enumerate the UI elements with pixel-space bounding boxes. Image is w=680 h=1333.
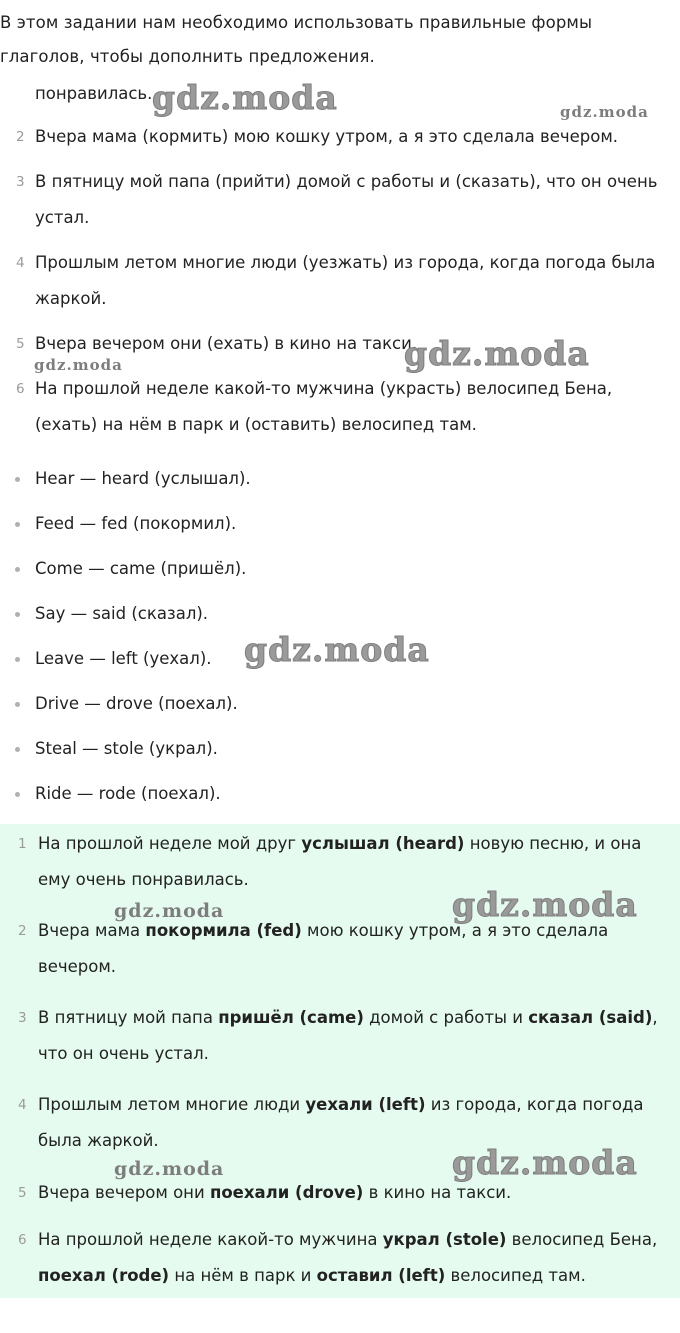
bullet-icon [15,477,20,482]
question-number: 5 [16,336,25,352]
list-item [0,596,680,632]
bullet-icon [15,747,20,752]
answer-number: 5 [18,1185,27,1201]
answer-text: На прошлой неделе мой друг услышал (heard) новую песню, и она ему очень понравилась. [38,834,642,889]
watermark-logo: gdz.moda [114,1158,225,1180]
verb-form-text: Leave — left (уехал). [35,649,212,668]
answer-number: 3 [18,1010,27,1026]
bullet-icon [15,612,20,617]
question-text: понравилась. [35,84,153,103]
answer-text: На прошлой неделе какой-то мужчина украл (stole) велосипед Бена, поехал (rode) на нём в парк и оставил (left) велосипед там. [38,1230,658,1285]
question-text: В пятницу мой папа (прийти) домой с работы и (сказать), что он очень устал. [35,172,658,227]
answer-text: В пятницу мой папа пришёл (came) домой с работы и сказал (said), что он очень устал. [38,1008,658,1063]
question-number: 6 [16,381,25,397]
watermark-logo: gdz.moda [244,630,430,669]
verb-form-text: Hear — heard (услышал). [35,469,251,488]
answer-text: Вчера мама покормила (fed) мою кошку утром, а я это сделала вечером. [38,921,609,976]
watermark-logo: gdz.moda [114,900,225,922]
answer-number: 1 [18,836,27,852]
watermark-logo: gdz.moda [152,78,338,117]
bullet-icon [15,792,20,797]
question-number: 3 [16,174,25,190]
verb-form-text: Ride — rode (поехал). [35,784,221,803]
watermark-logo: gdz.moda [404,334,590,373]
verb-form-text: Come — came (пришёл). [35,559,247,578]
list-item [0,461,680,497]
verb-form-text: Feed — fed (покормил). [35,514,237,533]
question-text: Прошлым летом многие люди (уезжать) из города, когда погода была жаркой. [35,253,656,308]
bullet-icon [15,702,20,707]
watermark-logo: gdz.moda [452,1143,638,1182]
answer-text: Вчера вечером они поехали (drove) в кино на такси. [38,1183,512,1202]
watermark-logo: gdz.moda [34,356,123,374]
answer-number: 2 [18,923,27,939]
question-number: 2 [16,129,25,145]
watermark-logo: gdz.moda [452,885,638,924]
watermark-logo: gdz.moda [560,103,649,121]
list-item [0,506,680,542]
list-item [0,731,680,767]
answer-number: 4 [18,1097,27,1113]
list-item [0,776,680,812]
verb-form-text: Drive — drove (поехал). [35,694,238,713]
answer-number: 6 [18,1232,27,1248]
question-text: Вчера мама (кормить) мою кошку утром, а я это сделала вечером. [35,127,619,146]
bullet-icon [15,657,20,662]
list-item [0,686,680,722]
bullet-icon [15,522,20,527]
verb-form-text: Say — said (сказал). [35,604,209,623]
question-text: Вчера вечером они (ехать) в кино на такси. [35,334,418,353]
answer-text: Прошлым летом многие люди уехали (left) из города, когда погода была жаркой. [38,1095,644,1150]
question-number: 4 [16,255,25,271]
list-item [0,551,680,587]
verb-form-text: Steal — stole (украл). [35,739,218,758]
question-text: На прошлой неделе какой-то мужчина (украсть) велосипед Бена, (ехать) на нём в парк и (оставить) велосипед там. [35,379,613,434]
intro-text: В этом задании нам необходимо использовать правильные формы глаголов, чтобы дополнить предложения. [0,13,593,66]
bullet-icon [15,567,20,572]
